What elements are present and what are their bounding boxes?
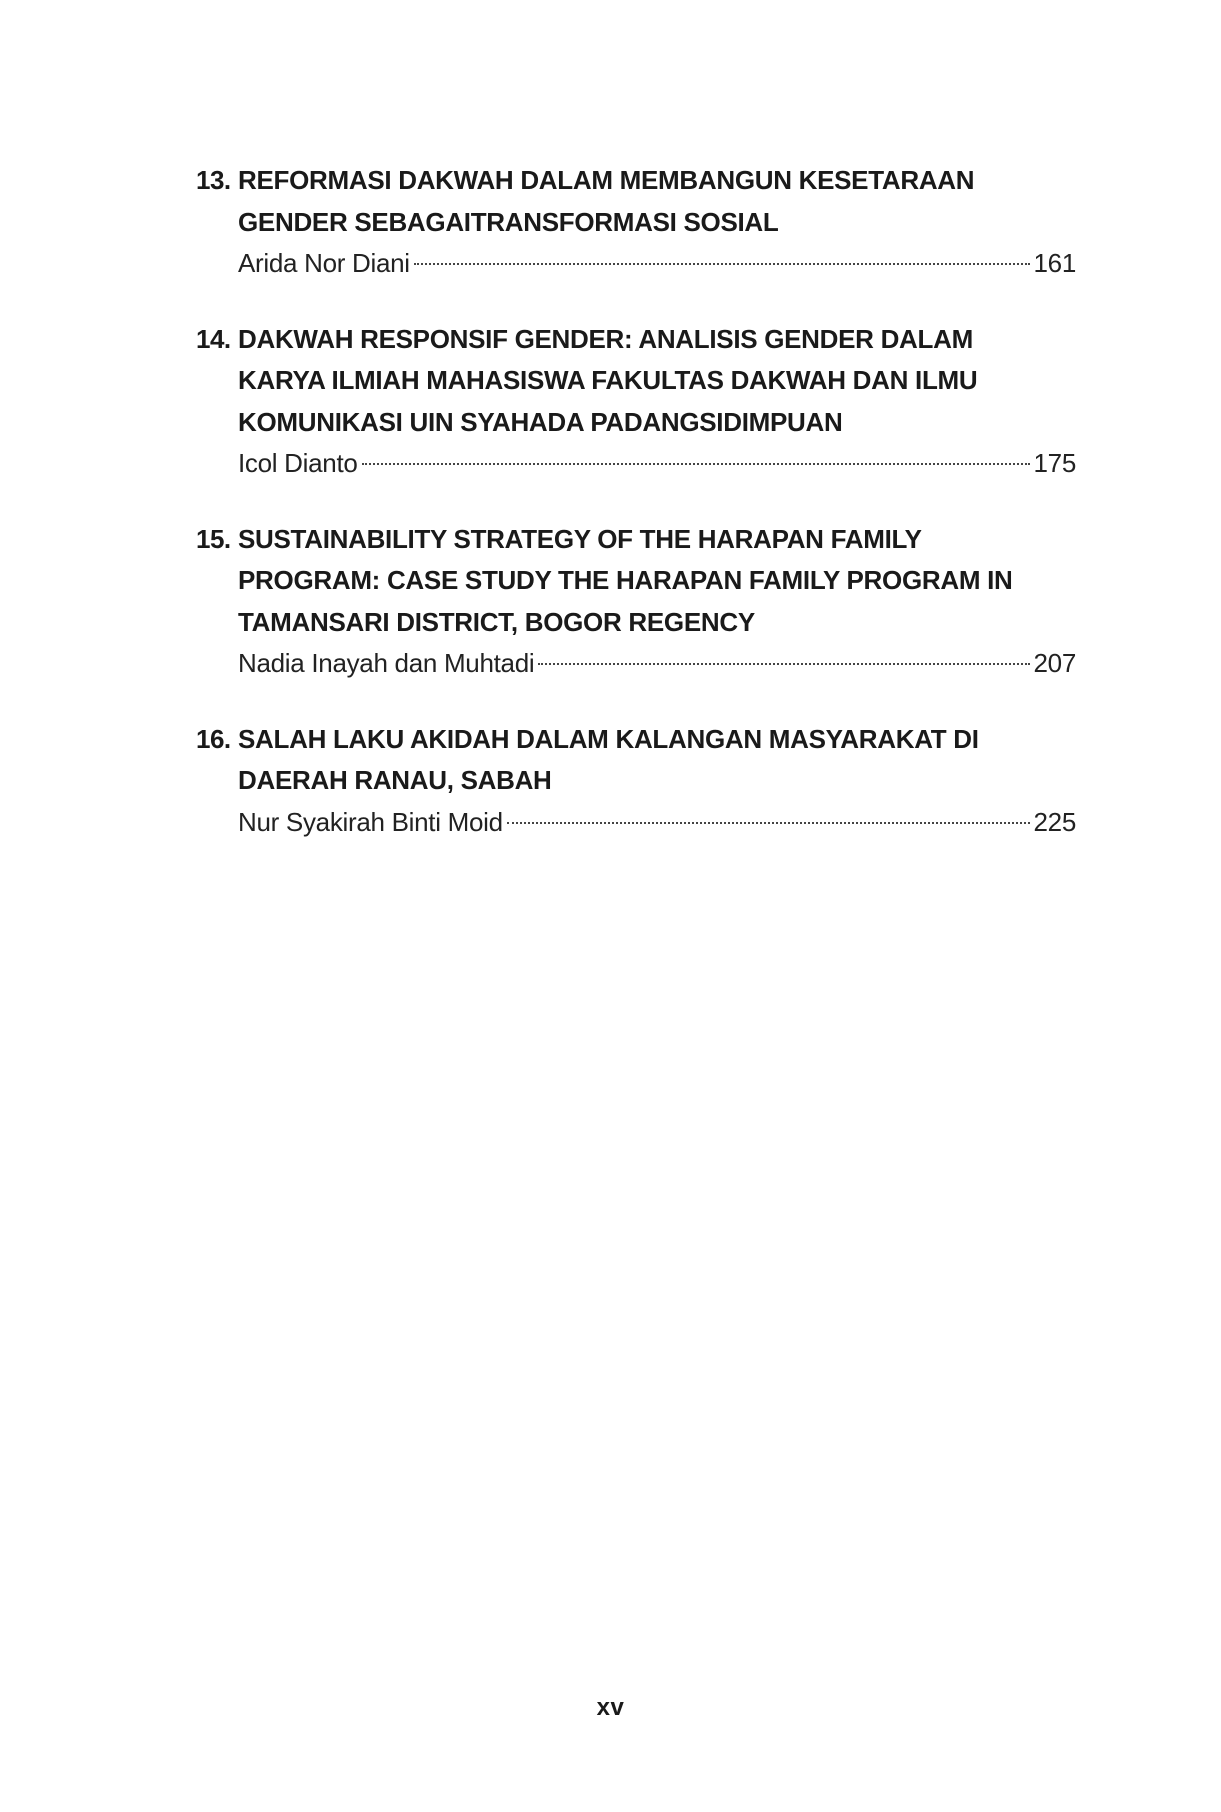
- entry-title-line: REFORMASI DAKWAH DALAM MEMBANGUN KESETARAAN: [238, 165, 975, 195]
- entry-title-line: SALAH LAKU AKIDAH DALAM KALANGAN MASYARAKAT DI: [238, 723, 979, 754]
- dot-leader: [362, 463, 1030, 465]
- entry-author-line: [238, 802, 1076, 844]
- entry-page-number: 207: [1033, 648, 1076, 678]
- entry-page-number: 225: [1033, 806, 1076, 837]
- toc-entry-15[interactable]: [196, 519, 1076, 685]
- toc-entry-14[interactable]: [196, 319, 1076, 485]
- entry-author: Nadia Inayah dan Muhtadi: [238, 648, 535, 678]
- entry-author: Arida Nor Diani: [238, 248, 410, 278]
- entry-page-number: 175: [1033, 448, 1076, 478]
- entry-page-number: 161: [1033, 248, 1076, 278]
- toc-entry-16[interactable]: [196, 719, 1076, 844]
- page-footer-number: xv: [596, 1694, 625, 1721]
- entry-title-line: DAERAH RANAU, SABAH: [238, 765, 552, 795]
- entry-title-line: KARYA ILMIAH MAHASISWA FAKULTAS DAKWAH DAN ILMU: [238, 365, 978, 395]
- entry-number: 13.: [196, 165, 231, 195]
- dot-leader: [414, 263, 1030, 265]
- entry-title-line: TAMANSARI DISTRICT, BOGOR REGENCY: [238, 606, 755, 637]
- entry-author-line: [238, 443, 1076, 485]
- entry-title-line: GENDER SEBAGAITRANSFORMASI SOSIAL: [238, 206, 779, 237]
- entry-title-line: PROGRAM: CASE STUDY THE HARAPAN FAMILY PROGRAM IN: [238, 565, 1013, 595]
- dot-leader: [507, 822, 1030, 824]
- toc-entry-13[interactable]: [196, 160, 1076, 285]
- entry-author-line: [238, 643, 1076, 685]
- entry-number: 16.: [196, 723, 231, 754]
- dot-leader: [538, 663, 1029, 665]
- entry-author: Nur Syakirah Binti Moid: [238, 806, 503, 837]
- table-of-contents: [196, 160, 1076, 877]
- entry-title-line: DAKWAH RESPONSIF GENDER: ANALISIS GENDER DALAM: [238, 323, 973, 354]
- entry-number: 14.: [196, 323, 231, 354]
- entry-title-line: SUSTAINABILITY STRATEGY OF THE HARAPAN FAMILY: [238, 523, 922, 554]
- entry-title-line: KOMUNIKASI UIN SYAHADA PADANGSIDIMPUAN: [238, 406, 843, 437]
- entry-author-line: [238, 243, 1076, 285]
- entry-number: 15.: [196, 523, 231, 554]
- entry-author: Icol Dianto: [238, 448, 358, 478]
